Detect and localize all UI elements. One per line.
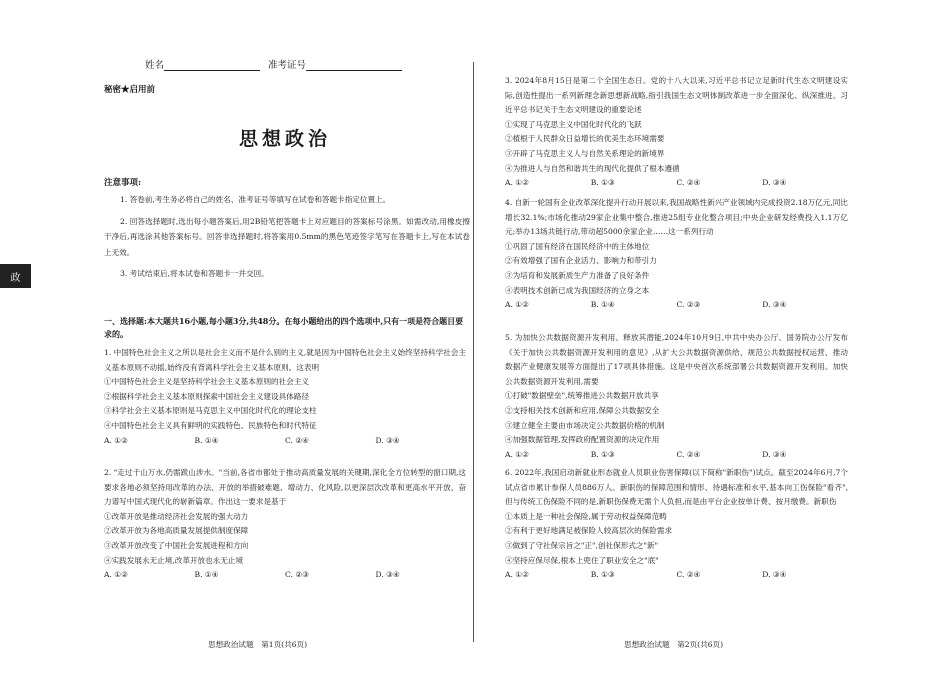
subject-tab-label: 政 bbox=[10, 272, 21, 284]
answer-choice: A. ①② bbox=[104, 435, 128, 445]
question-option: ①本质上是一种社会保险,属于劳动权益保障范畴 bbox=[505, 511, 667, 521]
question-option: ④坚持应保尽保,根本上兜住了职业安全之"底" bbox=[505, 555, 659, 565]
page-footer-left: 思想政治试题 第1页(共6页) bbox=[208, 640, 308, 649]
answer-choice: B. ①③ bbox=[590, 449, 615, 459]
question-option: ②有效增强了国有企业活力、影响力和带引力 bbox=[505, 256, 657, 266]
notice-item: 1. 答卷前,考生务必将自己的姓名、准考证号等填写在试卷和答题卡指定位置上。 bbox=[120, 195, 391, 204]
question-stem: 1. 中国特色社会主义之所以是社会主义而不是什么别的主义,就是因为中国特色社会主义始终坚持科学社会主义基本原则不动摇,始终没有背离科学社会主义基本原则。这表明 bbox=[104, 348, 466, 372]
answer-choice: C. ②④ bbox=[676, 570, 701, 580]
question-option: ③科学社会主义基本原则是马克思主义中国化时代化的理论支柱 bbox=[104, 406, 317, 416]
page-footer-right: 思想政治试题 第2页(共6页) bbox=[624, 640, 724, 649]
question-4 bbox=[505, 196, 848, 313]
answer-choice: C. ②④ bbox=[285, 435, 309, 445]
answer-choice: D. ③④ bbox=[375, 435, 400, 445]
section-heading: 一、选择题:本大题共16小题,每小题3分,共48分。在每小题给出的四个选项中,只有一项是符合题目要求的。 bbox=[104, 316, 464, 339]
question-option: ①打破"数据壁垒",统筹推进公共数据开放共享 bbox=[505, 391, 659, 401]
question-option: ①中国特色社会主义是坚持科学社会主义基本原则的社会主义 bbox=[104, 377, 310, 387]
notice-item: 2. 回答选择题时,选出每小题答案后,用2B铅笔把答题卡上对应题目的答案标号涂黑。如需改动,用橡皮擦干净后,再选涂其他答案标号。回答非选择题时,将答案用0.5mm的黑色笔迹签字笔写在答题卡上,写在本试卷上无效。 bbox=[104, 216, 470, 257]
question-option: ②改革开放为各地高质量发展提供制度保障 bbox=[104, 526, 249, 536]
answer-choice: A. ①② bbox=[104, 570, 128, 580]
answer-choice: B. ①③ bbox=[590, 570, 615, 580]
column-divider bbox=[473, 62, 474, 642]
answer-choice: C. ②③ bbox=[676, 300, 701, 310]
question-option: ②植根于人民群众日益增长的优美生态环境需要 bbox=[505, 134, 665, 144]
question-2 bbox=[104, 466, 466, 583]
question-option: ④中国特色社会主义具有鲜明的实践特色、民族特色和时代特征 bbox=[104, 420, 317, 430]
answer-row bbox=[104, 434, 466, 449]
question-option: ①巩固了国有经济在国民经济中的主体地位 bbox=[505, 241, 650, 251]
answer-choice: B. ①④ bbox=[194, 570, 219, 580]
question-option: ③改革开放改变了中国社会发展进程和方向 bbox=[104, 540, 249, 550]
question-option: ①改革开放是推动经济社会发展的强大动力 bbox=[104, 511, 249, 521]
question-option: ②支持相关技术创新和应用,保障公共数据安全 bbox=[505, 405, 660, 415]
answer-choice: B. ①④ bbox=[194, 435, 219, 445]
answer-choice: D. ③④ bbox=[375, 570, 400, 580]
question-stem: 5. 为加快公共数据资源开发利用、释放其潜能,2024年10月9日,中共中央办公厅、国务院办公厅发布《关于加快公共数据资源开发利用的意见》,从扩大公共数据资源供给、规范公共数据授权运营、推动数据产业健康发展等方面提出了17项具体措施。这是中央首次系统部署公共数据资源开发利用。加快公共数据资源开发利用,需要 bbox=[505, 333, 848, 386]
answer-choice: D. ③④ bbox=[762, 300, 787, 310]
answer-row bbox=[104, 568, 466, 583]
answer-choice: C. ②③ bbox=[285, 570, 309, 580]
notice-list bbox=[104, 192, 470, 282]
notice-item: 3. 考试结束后,将本试卷和答题卡一并交回。 bbox=[120, 269, 269, 278]
question-option: ④表明技术创新已成为我国经济的立身之本 bbox=[505, 285, 650, 295]
question-stem: 3. 2024年8月15日是第二个全国生态日。党的十八大以来,习近平总书记立足新时代生态文明建设实际,创造性提出一系列新理念新思想新战略,指引我国生态文明体制改革进一步全面深化、纵深推进。习近平总书记关于生态文明建设的重要论述 bbox=[505, 76, 848, 115]
question-stem: 6. 2022年,我国启动新就业形态就业人员职业伤害保障(以下简称"新职伤")试点。截至2024年6月,7个试点省市累计参保人员886万人。新职伤的保障范围和情形、待遇标准和水平,基本向工伤保险"看齐",但与传统工伤保险不同的是,新职伤保费无需个人负担,而是由平台企业按单计费、按月缴费。新职伤 bbox=[505, 468, 848, 507]
question-option: ④实践发展永无止境,改革开放也永无止境 bbox=[104, 555, 244, 565]
answer-choice: C. ②④ bbox=[676, 449, 701, 459]
answer-choice: A. ①② bbox=[505, 570, 529, 580]
question-option: ②根据科学社会主义基本原则探索中国社会主义建设具体路径 bbox=[104, 391, 310, 401]
question-option: ③开辟了马克思主义人与自然关系理论的新境界 bbox=[505, 148, 665, 158]
answer-choice: A. ①② bbox=[505, 178, 529, 188]
question-1 bbox=[104, 346, 466, 448]
name-blank-line bbox=[164, 70, 260, 71]
question-6 bbox=[505, 466, 848, 583]
answer-row bbox=[505, 176, 848, 191]
exam-id-blank-line bbox=[306, 70, 402, 71]
question-5 bbox=[505, 331, 848, 462]
answer-row bbox=[505, 448, 848, 463]
answer-choice: B. ①③ bbox=[590, 178, 615, 188]
answer-choice: A. ①② bbox=[505, 449, 529, 459]
secret-mark: 秘密★启用前 bbox=[104, 85, 156, 95]
notice-heading: 注意事项: bbox=[104, 178, 142, 188]
exam-title: 思想政治 bbox=[238, 128, 331, 150]
answer-choice: B. ①④ bbox=[590, 300, 615, 310]
exam-id-label: 准考证号 bbox=[268, 60, 307, 71]
exam-id-field bbox=[268, 57, 402, 71]
question-stem: 2. "走过千山万水,仍需跋山涉水。"当前,各省市都处于推动高质量发展的关键期,深化全方位转型的窗口期,这要求各地必须坚持用改革的办法、开放的举措破难题、增动力、化风险,以更深层次改革和更高水平开放、奋力谱写中国式现代化的崭新篇章。作出这一要求是基于 bbox=[104, 468, 466, 507]
answer-choice: D. ③④ bbox=[762, 449, 787, 459]
question-3 bbox=[505, 74, 848, 191]
name-field bbox=[145, 57, 260, 71]
question-option: ③建立健全主要由市场决定公共数据价格的机制 bbox=[505, 420, 665, 430]
answer-choice: A. ①② bbox=[505, 300, 529, 310]
question-stem: 4. 自新一轮国有企业改革深化提升行动开展以来,我国战略性新兴产业领域内完成投资2.18万亿元,同比增长32.1%;市场化推动29家企业集中整合,推进25组专业化整合项目;中央企业研发经费投入1.1万亿元;举办13场共链行动,带动超5000余家企业……这一系列行动 bbox=[505, 198, 848, 237]
question-option: ④为推进人与自然和谐共生的现代化提供了根本遵循 bbox=[505, 163, 680, 173]
question-option: ③做到了守社保宗旨之"正",创社保形式之"新" bbox=[505, 540, 659, 550]
answer-choice: C. ②④ bbox=[676, 178, 701, 188]
name-label: 姓名 bbox=[145, 60, 165, 71]
question-option: ②有利于更好地满足被保险人较高层次的保险需求 bbox=[505, 526, 673, 536]
question-option: ④加强数据管理,发挥政府配置资源的决定作用 bbox=[505, 435, 660, 445]
answer-choice: D. ③④ bbox=[762, 570, 787, 580]
answer-row bbox=[505, 298, 848, 313]
answer-choice: D. ③④ bbox=[762, 178, 787, 188]
answer-row bbox=[505, 568, 848, 583]
subject-tab bbox=[0, 264, 31, 288]
question-option: ①实现了马克思主义中国化时代化的飞跃 bbox=[505, 119, 642, 129]
question-option: ③为培育和发展新质生产力准备了良好条件 bbox=[505, 270, 650, 280]
